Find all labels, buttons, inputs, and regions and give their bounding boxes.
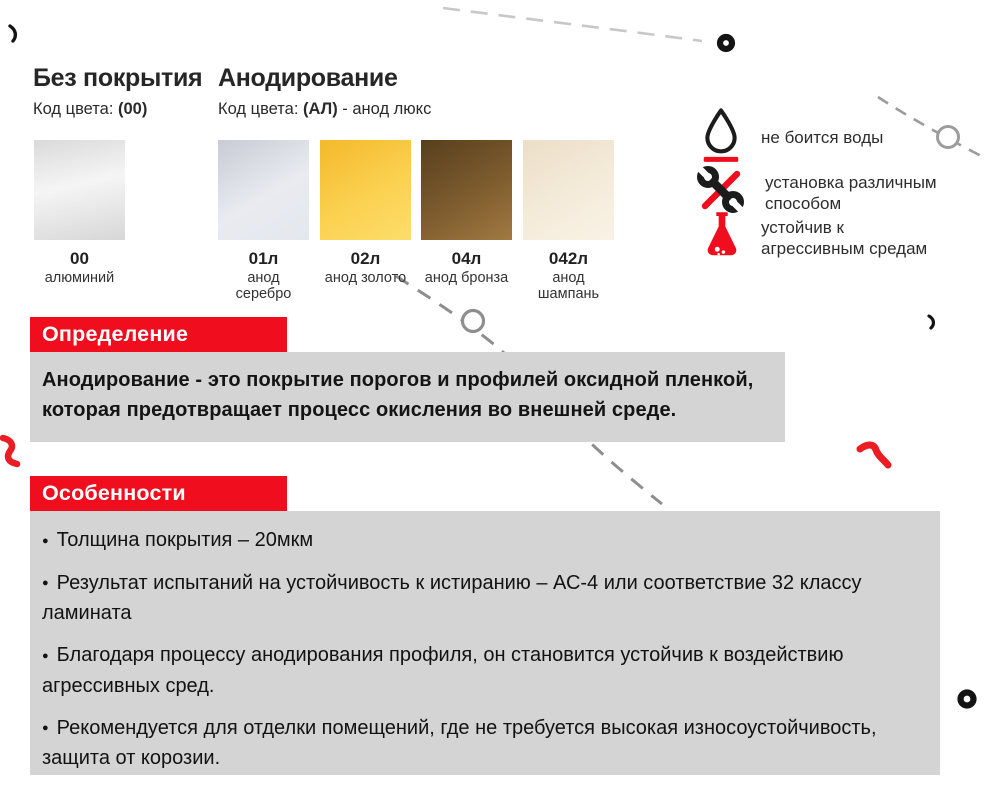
no-coating-code-line [33,100,202,119]
features-section-title: Особенности [30,476,287,511]
swatch-name: анод серебро [235,270,292,302]
swatch-code: 04л [451,249,482,268]
no-coating-title: Без покрытия [33,64,203,92]
code-value: (00) [118,100,148,118]
swatch-code: 02л [350,249,381,268]
feature-chemical-resistant [703,210,941,265]
swatch-aluminium-chip [34,140,125,240]
swatch-code: 042л [548,249,589,268]
swatch-name: алюминий [44,270,115,286]
feature-water-resistant [701,106,883,169]
anodizing-code-line [218,100,431,119]
swatch-anod-gold [320,140,411,286]
water-drop-icon [701,106,741,169]
features-section-body [30,511,940,775]
anodizing-heading [218,64,431,119]
swatch-anod-silver-chip [218,140,309,240]
swatch-anod-champagne [523,140,614,302]
swatch-anod-champagne-chip [523,140,614,240]
swatch-aluminium [34,140,125,286]
anodizing-title: Анодирование [218,64,398,92]
definition-section-body: Анодирование - это покрытие порогов и профилей оксидной пленкой, которая предотвращает процесс окисления во внешней среде. [30,352,785,442]
code-prefix: Код цвета: [33,100,119,118]
swatch-name: анод золото [324,270,407,286]
swatch-anod-bronze-chip [421,140,512,240]
feature-bullet: ● Благодаря процессу анодирования профиля, он становится устойчив к воздействию агрессивных сред. [42,640,862,701]
flask-icon [703,210,741,265]
feature-label: не боится воды [761,128,884,147]
feature-bullet: ● Результат испытаний на устойчивость к истиранию – АС-4 или соответствие 32 классу ламината [42,568,887,629]
feature-label: установка различным способом [765,172,937,213]
code-suffix: - анод люкс [337,100,432,118]
no-coating-heading [33,64,202,119]
swatch-name: анод шампань [537,270,600,302]
feature-label: устойчив к агрессивным средам [761,217,928,258]
swatch-name: анод бронза [424,270,509,286]
swatch-code: 01л [248,249,279,268]
code-value: (АЛ) [303,100,338,118]
feature-bullet: ● Рекомендуется для отделки помещений, где не требуется высокая износоустойчивость, защита от корозии. [42,713,920,774]
code-prefix: Код цвета: [218,100,304,118]
swatch-anod-gold-chip [320,140,411,240]
swatch-anod-silver [218,140,309,302]
definition-section-title: Определение [30,317,287,352]
swatch-code: 00 [70,249,89,268]
swatch-anod-bronze [421,140,512,286]
feature-bullet: ● Толщина покрытия – 20мкм [42,525,920,556]
